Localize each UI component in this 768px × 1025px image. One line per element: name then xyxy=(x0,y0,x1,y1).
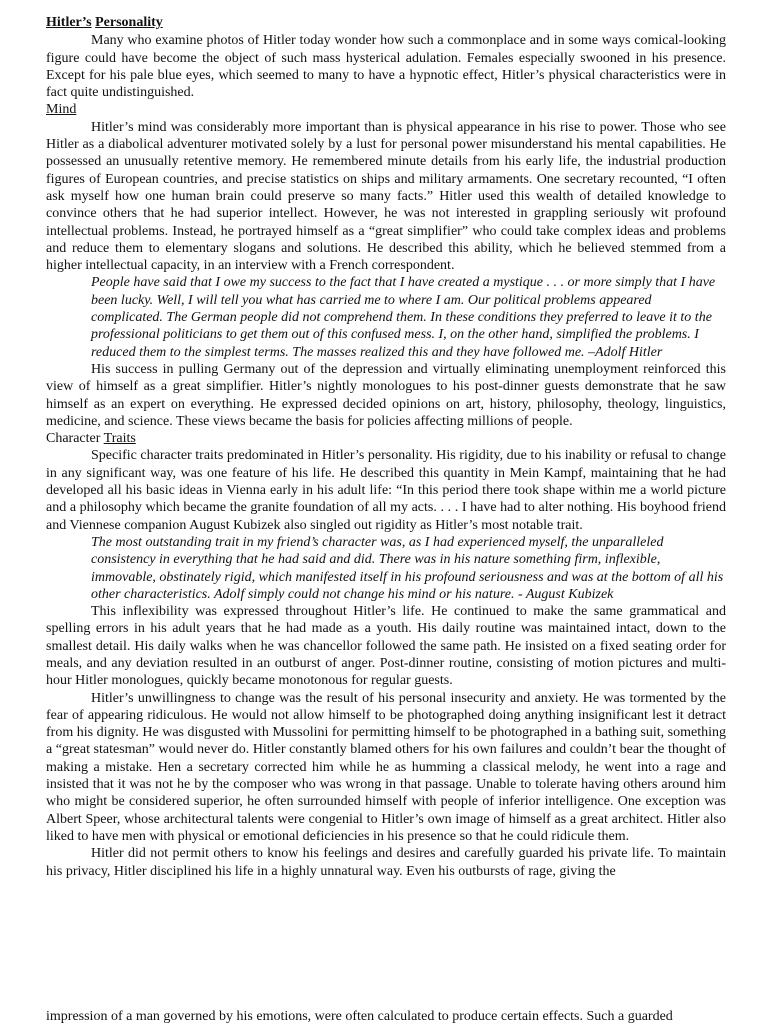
mind-paragraph-1: Hitler’s mind was considerably more important than is physical appearance in his rise to power. Those who see Hitler as a diabolical adventurer motivated solely by a lust for personal power misunderstand his mental capabilities. He possessed an unusually retentive memory. He remembered minute details from his early life, the industrial production figures of European countries, and precise statistics on ships and military armaments. One secretary recounted, “I often ask myself how one human brain could preserve so many facts.” Hitler used this wealth of detailed knowledge to convince others that he had superior intellect. However, he was not interested in grappling seriously wit profound intellectual problems. Instead, he portrayed himself as a “great simplifier” who could take complex ideas and problems and reduce them to elementary slogans and solutions. He described this ability, which he believed stemmed from a higher intellectual capacity, in an interview with a French correspondent. xyxy=(46,119,726,274)
traits-heading-word-2: Traits xyxy=(103,431,136,447)
intro-paragraph: Many who examine photos of Hitler today wonder how such a commonplace and in some ways comical-looking figure could have become the object of such mass hysterical adulation. Females especially swooned in his presence. Except for his pale blue eyes, which seemed to many to have a hypnotic effect, Hitler’s physical characteristics were in fact quite undistinguished. xyxy=(46,33,726,101)
document-page xyxy=(46,14,726,880)
traits-paragraph-2: This inflexibility was expressed throughout Hitler’s life. He continued to make the same grammatical and spelling errors in his adult years that he had made as a youth. His daily routine was maintained intact, down to the smallest detail. His daily walks when he was chancellor followed the same path. He insisted on a fixed seating order for meals, and any deviation resulted in an outburst of anger. Post-dinner routine, consisting of motion pictures and multi-hour Hitler monologues, quickly became monotonous for regular guests. xyxy=(46,604,726,689)
title-word-2: Personality xyxy=(95,15,163,30)
section-heading-character-traits xyxy=(46,430,726,447)
kubizek-quote: The most outstanding trait in my friend’s character was, as I had experienced myself, the unparalleled consistency in everything that he had said and did. There was in his nature something firm, inflexible, immovable, obstinately rigid, which manifested itself in his profound seriousness and was at the bottom of all his other characteristics. Adolf simply could not change his mind or his nature. - August Kubizek xyxy=(91,534,724,602)
title-word-1: Hitler’s xyxy=(46,15,92,30)
traits-paragraph-4: Hitler did not permit others to know his feelings and desires and carefully guarded his private life. To maintain his privacy, Hitler disciplined his life in a highly unnatural way. Even his outbursts of rage, giving the xyxy=(46,846,726,879)
document-title xyxy=(46,14,726,31)
section-heading-mind: Mind xyxy=(46,102,77,118)
traits-paragraph-3: Hitler’s unwillingness to change was the result of his personal insecurity and anxiety. He was tormented by the fear of appearing ridiculous. He would not allow himself to be photographed doing anything insignificant lest it detract from his dignity. He was disgusted with Mussolini for permitting himself to be photographed in a bathing suit, something a “great statesman” would never do. Hitler constantly blamed others for his own failures and couldn’t bear the thought of making a mistake. Hen a secretary corrected him while he as humming a classical melody, he went into a rage and insisted that it was not he by the composer who was wrong in that passage. Unable to tolerate having others around him who might be considered superior, he often surrounded himself with people of inferior intelligence. One exception was Albert Speer, whose architectural talents were congenial to Hitler’s own image of himself as a great architect. Hitler also liked to have men with physical or emotional deficiencies in his presence so that he could ridicule them. xyxy=(46,690,726,844)
next-page-fragment: impression of a man governed by his emotions, were often calculated to produce certain effects. Such a guarded xyxy=(46,1009,673,1024)
traits-paragraph-1: Specific character traits predominated in Hitler’s personality. His rigidity, due to his inability or refusal to change in any significant way, was one feature of his life. He described this quantity in Mein Kampf, maintaining that he had developed all his basic ideas in Vienna early in his adult life: “In this period there took shape within me a world picture and a philosophy which became the granite foundation of all my acts. . . . I have had to alter nothing. His boyhood friend and Viennese companion August Kubizek also singled out rigidity as Hitler’s most notable trait. xyxy=(46,448,726,533)
traits-heading-word-1: Character xyxy=(46,431,101,447)
mind-paragraph-2: His success in pulling Germany out of the depression and virtually eliminating unemployment reinforced this view of himself as a great simplifier. Hitler’s nightly monologues to his post-dinner guests demonstrate that he saw himself as an expert on everything. He expressed decided opinions on art, history, philosophy, theology, linguistics, medicine, and science. These views became the basis for policies affecting millions of people. xyxy=(46,361,726,429)
hitler-quote: People have said that I owe my success to the fact that I have created a mystique . . . or more simply that I have been lucky. Well, I will tell you what has carried me to where I am. Our political problems appeared complicated. The German people did not comprehend them. In these conditions they preferred to leave it to the professional politicians to get them out of this confused mess. I, on the other hand, simplified the problems. I reduced them to the simplest terms. The masses realized this and they have followed me. –Adolf Hitler xyxy=(91,275,716,360)
